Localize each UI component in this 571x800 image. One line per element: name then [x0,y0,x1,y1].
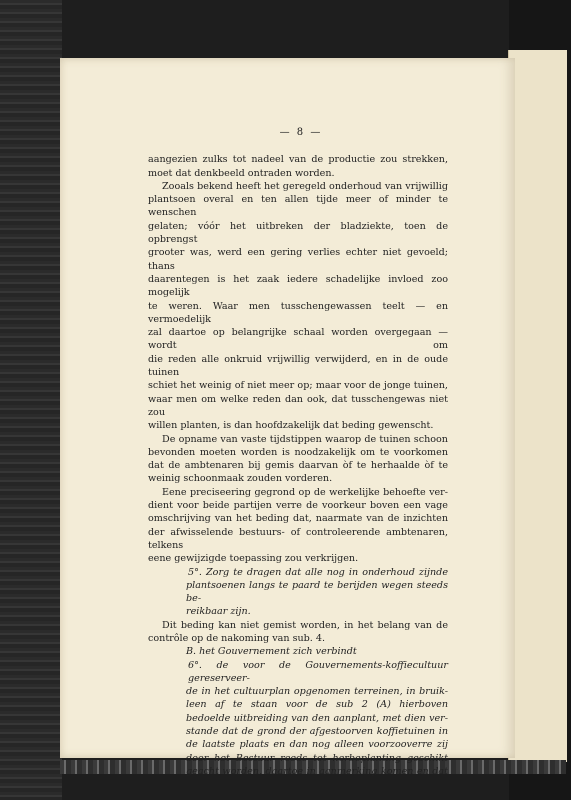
text-line: stande dat de grond der afgestoorven koffietuinen in [186,726,448,738]
text-line: dat de ambtenaren bij gemis daarvan òf te herhaalde òf te [148,460,448,472]
text-line: Dit beding kan niet gemist worden, in het belang van de [162,619,448,631]
text-line: schiet het weinig of niet meer op; maar voor de jonge tuinen, [148,380,448,392]
text-line: moet dat denkbeeld ontraden worden. [148,167,335,179]
text-line: leen af te staan voor de sub 2 (A) hierboven [186,699,448,711]
text-line: plantsoenen langs te paard te berijden wegen steeds be- [186,579,448,605]
text-line: die reden alle onkruid vrijwillig verwijderd, en in de oude tuinen [148,353,448,379]
text-line: weinig schoonmaak zouden vorderen. [148,473,333,485]
text-line: plantsoen overal en ten allen tijde meer of minder te wenschen [148,194,448,219]
text-line: grooter was, werd een gering verlies echter niet gevoeld; thans [148,247,448,272]
text-line: eene gewijzigde toepassing zou verkrijgen. [148,553,359,565]
text-lines [148,153,448,778]
text-line: de laatste plaats en dan nog alleen voorzooverre zij [186,739,448,751]
text-line: daarentegen is het zaak iedere schadelijke invloed zoo mogelijk [148,273,448,299]
text-line: 5°. Zorg te dragen dat alle nog in onderhoud zijnde [188,566,448,578]
book-spine-left [0,0,62,800]
text-line: de in het cultuurplan opgenomen terreinen, in bruik- [186,686,448,698]
text-line: bedoelde uitbreiding van den aanplant, met dien ver- [186,712,448,724]
text-line: willen planten, is dan hoofdzakelijk dat beding gewenscht. [148,420,434,432]
page-text [148,126,448,778]
text-line: 6°. de voor de Gouvernements-koffiecultuur gereserveer- [188,659,448,684]
text-line: De opname van vaste tijdstippen waarop de tuinen schoon [162,433,448,445]
text-line: te weren. Waar men tusschengewassen teelt — en vermoedelijk [148,300,448,325]
text-line: dient voor beide partijen verre de voorkeur boven een vage [148,500,448,512]
text-line: bevonden moeten worden is noodzakelijk om te voorkomen [148,446,448,458]
text-line: gelaten; vóór het uitbreken der bladziekte, toen de opbrengst [148,220,448,246]
page-number: — 8 — [279,127,323,138]
text-line: zal daartoe op belangrijke schaal worden overgegaan — wordt om [148,327,448,352]
text-line: der afwisselende bestuurs- of controleerende ambtenaren, telkens [148,526,448,551]
next-page-edge [508,50,567,762]
text-line: contrôle op de nakoming van sub. 4. [148,632,326,644]
text-line: Zooals bekend heeft het geregeld onderhoud van vrijwillig [162,180,448,192]
text-line: geacht worden, daartoe in aanmerking komen en dat [186,765,448,777]
text-line: Eene preciseering gegrond op de werkelijke behoefte ver- [162,486,448,498]
text-line: reikbaar zijn. [186,606,251,618]
text-line: B. het Gouvernement zich verbindt [186,646,357,658]
text-line: door het Bestuur reeds tot herbeplanting geschikt [186,752,448,764]
text-line: waar men om welke reden dan ook, dat tusschengewas niet zou [148,393,448,418]
text-line: omschrijving van het beding dat, naarmate van de inzichten [148,513,448,525]
text-line: aangezien zulks tot nadeel van de productie zou strekken, [148,154,448,166]
